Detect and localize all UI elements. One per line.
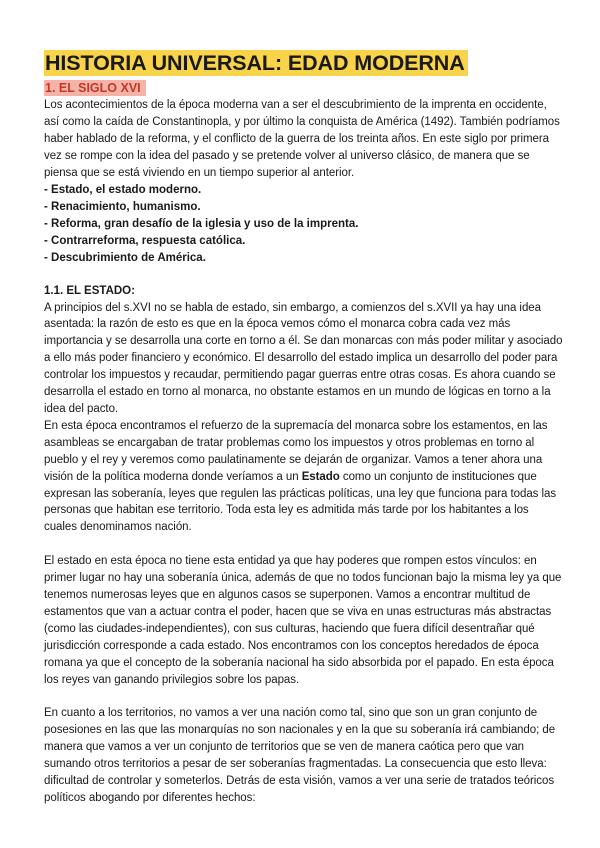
section-heading-siglo-xvi: 1. EL SIGLO XVI xyxy=(44,80,146,96)
bold-term-estado: Estado xyxy=(301,470,340,483)
list-item: - Estado, el estado moderno. xyxy=(44,183,202,196)
list-item: - Contrarreforma, respuesta católica. xyxy=(44,235,246,248)
subsection-heading-estado: 1.1. EL ESTADO: xyxy=(44,284,135,297)
paragraph-spacer xyxy=(44,688,564,705)
page-title: HISTORIA UNIVERSAL: EDAD MODERNA xyxy=(44,50,468,76)
estado-paragraph-2 xyxy=(44,418,564,536)
document-page xyxy=(44,50,564,807)
paragraph-text: En esta época encontramos el refuerzo de la supremacía del monarca sobre los estamentos, en las asambleas se encargaban de tratar problemas como los impuestos y otros problemas en torno al pueblo y el rey y veremos como paulatinamente se dejarán de organizar. Vamos a tener ahora una visión de la política moderna donde veríamos a un xyxy=(44,419,548,483)
list-item: - Renacimiento, humanismo. xyxy=(44,200,201,213)
estado-paragraph-4: En cuanto a los territorios, no vamos a ver una nación como tal, sino que son un gran conjunto de posesiones en las que las monarquías no son nacionales y en la que su soberanía irá cambiando; de manera que vamos a ver un conjunto de territorios que se ven de manera caótica pero que van sumando otros territorios a pesar de ser soberanías fragmentadas. La consecuencia que esto lleva: dificultad de controlar y someterlos. Detrás de esta visión, vamos a ver una serie de tratados teóricos políticos abogando por diferentes hechos: xyxy=(44,707,556,805)
list-item: - Descubrimiento de América. xyxy=(44,252,206,265)
paragraph-spacer xyxy=(44,536,564,553)
list-item: - Reforma, gran desafío de la iglesia y uso de la imprenta. xyxy=(44,217,359,230)
estado-paragraph-3: El estado en esta época no tiene esta entidad ya que hay poderes que rompen estos vínculos: en primer lugar no hay una soberanía única, además de que no todos funcionan bajo la misma ley ya que tenemos numerosas leyes que en algunos casos se superponen. Vamos a encontrar multitud de estamentos que van a actuar contra el poder, hacen que se viva en unas estructuras más abstractas (como las ciudades-independientes), con sus culturas, haciendo que fuera difícil desentrañar qué jurisdicción corresponde a cada estado. Nos encontramos con los conceptos heredados de época romana ya que el concepto de la soberanía nacional ha sido absorbida por el papado. En esta época los reyes van ganando privilegios sobre los papas. xyxy=(44,555,562,686)
estado-paragraph-1: A principios del s.XVI no se habla de estado, sin embargo, a comienzos del s.XVII ya hay una idea asentada: la razón de esto es que en la época vemos cómo el monarca cobra cada vez más importancia y se desarrolla una corte en torno a él. Se dan monarcas con más poder militar y asociado a ello más poder financiero y económico. El desarrollo del estado implica un desarrollo del poder para controlar los impuestos y recaudar, permitiendo pagar guerras entre otras cosas. Es ahora cuando se desarrolla el estado en torno al monarca, no obstante estamos en un mundo de lógicas en torno a la idea del pacto. xyxy=(44,301,563,415)
paragraph-text: como un conjunto de instituciones que expresan las soberanía, leyes que regulen las prácticas políticas, una ley que funciona para todas las personas que habitan ese territorio. Toda esta ley es admitida más tarde por los habitantes a los cuales denominamos nación. xyxy=(44,470,557,534)
topics-list xyxy=(44,182,564,268)
section-intro-paragraph: Los acontecimientos de la época moderna van a ser el descubrimiento de la imprenta en occidente, así como la caída de Constantinopla, y por último la conquista de América (1492). También podríamos haber hablado de la reforma, y el conflicto de la guerra de los treinta años. En este siglo por primera vez se rompe con la idea del pasado y se pretende volver al universo clásico, de manera que se piensa que se está viviendo en un tiempo superior al anterior. xyxy=(44,99,560,179)
